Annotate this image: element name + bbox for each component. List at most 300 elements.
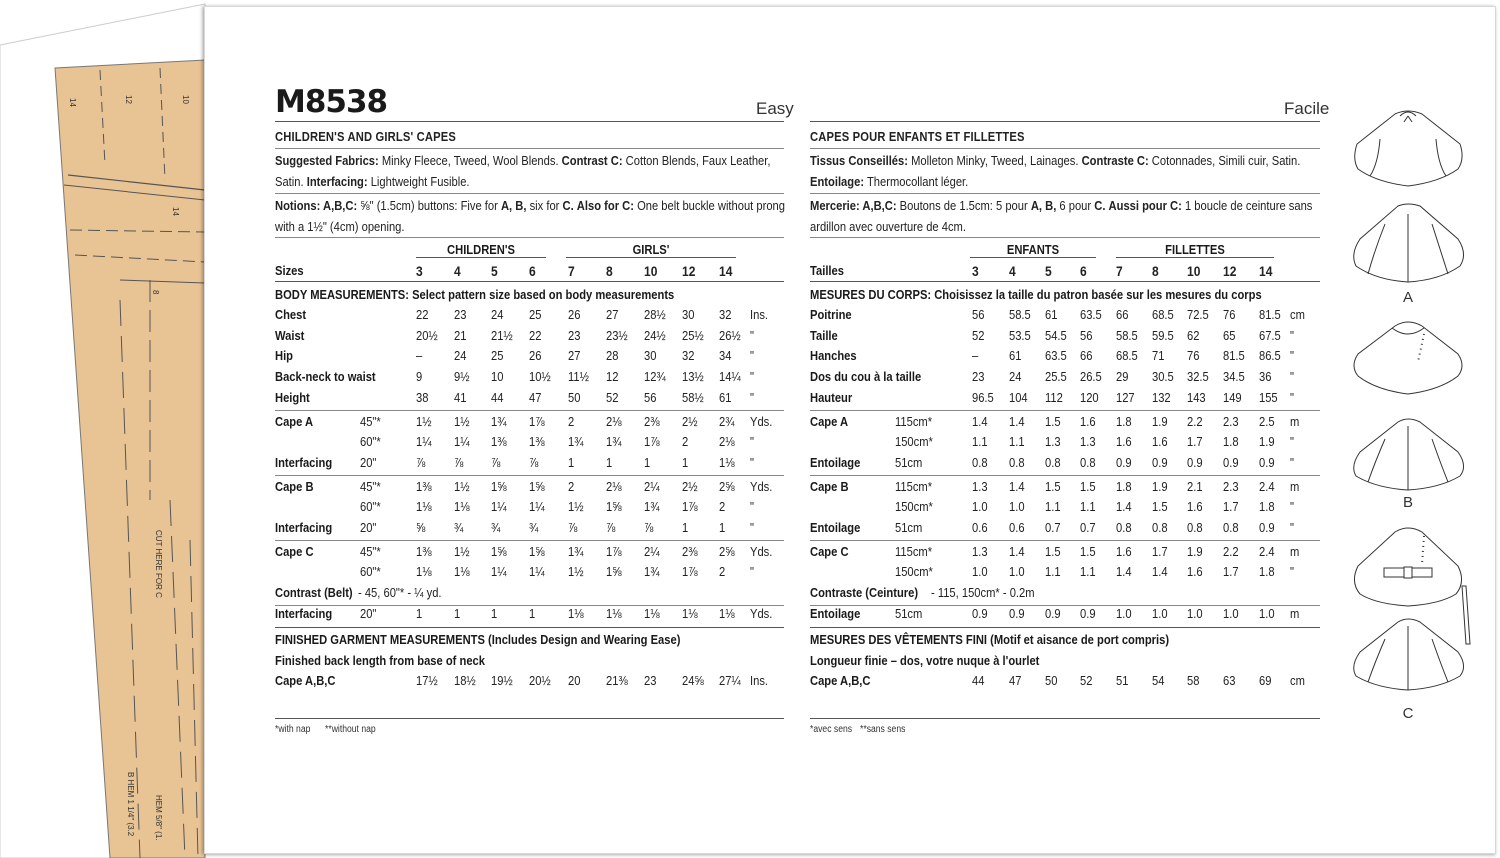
- cell-value: 30: [682, 307, 695, 322]
- cell-value: 1¼: [416, 434, 432, 449]
- cell-value: 23½: [606, 328, 628, 343]
- cell-value: 1.1: [1080, 564, 1096, 579]
- group-rule-children: [970, 257, 1096, 258]
- cell-value: 1.9: [1187, 544, 1203, 559]
- fabrics-fr-line2: [810, 174, 968, 189]
- row-label: Entoilage: [810, 455, 861, 470]
- cell-value: 0.9: [972, 606, 988, 621]
- cell-value: 1.5: [1152, 499, 1168, 514]
- size-header: 6: [529, 263, 536, 279]
- cell-value: 1.7: [1223, 499, 1239, 514]
- cell-value: ⅞: [568, 520, 578, 535]
- cell-value: 14¼: [719, 369, 741, 384]
- row-fabric-width: 150cm*: [895, 564, 933, 579]
- cell-value: 2¼: [644, 544, 660, 559]
- cell-value: 0.9: [1223, 455, 1239, 470]
- cell-value: ⅞: [454, 455, 464, 470]
- finished-value: 44: [972, 673, 985, 688]
- row-fabric-width: 115cm*: [895, 544, 933, 559]
- cell-value: 61: [719, 390, 732, 405]
- row-unit: m: [1290, 606, 1300, 621]
- cell-value: 58.5: [1009, 307, 1031, 322]
- cell-value: 86.5: [1259, 348, 1281, 363]
- cell-value: 2½: [682, 414, 698, 429]
- row-fabric-width: 150cm*: [895, 434, 933, 449]
- cell-value: 1½: [454, 479, 470, 494]
- cell-value: 68.5: [1116, 348, 1138, 363]
- row-unit: ": [750, 328, 754, 343]
- cell-value: ¾: [454, 520, 464, 535]
- cell-value: 1.3: [1045, 434, 1061, 449]
- cell-value: 155: [1259, 390, 1278, 405]
- cell-value: 67.5: [1259, 328, 1281, 343]
- row-unit: ": [750, 434, 754, 449]
- cell-value: 0.9: [1116, 455, 1132, 470]
- view-label-a: A: [1402, 289, 1414, 306]
- rule-fr-3: [810, 237, 1320, 238]
- cell-value: 120: [1080, 390, 1099, 405]
- cell-value: 1.0: [972, 564, 988, 579]
- row-unit: Yds.: [750, 479, 773, 494]
- cell-value: 22: [416, 307, 429, 322]
- row-unit: ": [750, 564, 754, 579]
- cell-value: 1.1: [1045, 499, 1061, 514]
- body-measurements-heading: BODY MEASUREMENTS: Select pattern size based on body measurements: [275, 287, 675, 302]
- finished-value: 63: [1223, 673, 1236, 688]
- finished-row-label: Cape A,B,C: [810, 673, 871, 688]
- cell-value: 26: [568, 307, 581, 322]
- rule-en-1: [275, 148, 784, 149]
- interfacing-text-en: Lightweight Fusible.: [370, 174, 470, 189]
- cell-value: 1⅛: [682, 606, 698, 621]
- cell-value: 66: [1080, 348, 1093, 363]
- cell-value: 2.3: [1223, 414, 1239, 429]
- cell-value: 52: [972, 328, 985, 343]
- cell-value: 25½: [682, 328, 704, 343]
- finished-value: 21⅜: [606, 673, 628, 688]
- belt-piece: [1462, 586, 1470, 644]
- row-unit: ": [1290, 499, 1294, 514]
- cell-value: 1½: [454, 544, 470, 559]
- notions-label-en: Notions: A,B,C:: [275, 198, 358, 213]
- finished-value: 54: [1152, 673, 1165, 688]
- notions-label-fr: Mercerie: A,B,C:: [810, 198, 897, 213]
- cell-value: 1.9: [1152, 479, 1168, 494]
- row-unit: Ins.: [750, 307, 769, 322]
- cell-value: 1⅛: [454, 499, 470, 514]
- pattern-tissue: [0, 0, 210, 858]
- cell-value: 1.6: [1116, 544, 1132, 559]
- cell-value: 0.7: [1045, 520, 1061, 535]
- sizes-label: Sizes: [275, 263, 304, 278]
- row-unit: ": [1290, 455, 1294, 470]
- finished-value: 50: [1045, 673, 1058, 688]
- finished-value: 58: [1187, 673, 1200, 688]
- row-unit: Yds.: [750, 414, 773, 429]
- cell-value: 1⅝: [491, 479, 507, 494]
- cell-value: 53.5: [1009, 328, 1031, 343]
- cell-value: 81.5: [1223, 348, 1245, 363]
- tissue-cut-text: CUT HERE FOR C: [154, 530, 163, 598]
- row-unit: ": [750, 348, 754, 363]
- cell-value: 2¾: [719, 414, 735, 429]
- cell-value: 1.8: [1116, 414, 1132, 429]
- cell-value: 1⅛: [416, 564, 432, 579]
- cell-value: 61: [1009, 348, 1022, 363]
- row-label: Entoilage: [810, 606, 861, 621]
- cell-value: 2⅝: [719, 544, 735, 559]
- row-unit: cm: [1290, 307, 1305, 322]
- cell-value: 1¾: [568, 544, 584, 559]
- cell-value: 58½: [682, 390, 704, 405]
- row-fabric-width: 51cm: [895, 520, 923, 535]
- finished-unit: Ins.: [750, 673, 769, 688]
- cell-value: 38: [416, 390, 429, 405]
- row-label: Hip: [275, 348, 294, 363]
- cell-value: 0.9: [1152, 455, 1168, 470]
- cell-value: 1⅞: [682, 564, 698, 579]
- cell-value: 1.6: [1187, 499, 1203, 514]
- row-unit: Yds.: [750, 606, 773, 621]
- cell-value: 1.4: [1116, 499, 1132, 514]
- size-header: 12: [682, 263, 696, 279]
- notions-six-en: six for: [529, 198, 560, 213]
- cell-value: 63.5: [1045, 348, 1067, 363]
- notions-c-en: C.: [562, 198, 574, 213]
- cell-value: 1¾: [568, 434, 584, 449]
- cell-value: 28: [606, 348, 619, 363]
- cape-c-view-back: [1354, 619, 1464, 690]
- rule-fr-1: [810, 148, 1320, 149]
- row-label: Cape B: [810, 479, 849, 494]
- cell-value: 2¼: [644, 479, 660, 494]
- cell-value: 1: [606, 455, 613, 470]
- cell-value: 0.9: [1080, 606, 1096, 621]
- cell-value: 10: [491, 369, 504, 384]
- row-label: Interfacing: [275, 606, 333, 621]
- cell-value: 1⅝: [529, 544, 545, 559]
- cell-value: 1¼: [454, 434, 470, 449]
- cell-value: 2.3: [1223, 479, 1239, 494]
- cell-value: 1: [568, 455, 575, 470]
- row-unit: ": [1290, 390, 1294, 405]
- cell-value: 24: [491, 307, 504, 322]
- footnote-nap: *avec sens: [810, 724, 853, 735]
- row-unit: ": [750, 390, 754, 405]
- notions-text-fr: Boutons de 1.5cm: 5 pour: [899, 198, 1028, 213]
- cell-value: 1⅝: [491, 544, 507, 559]
- contrast-text-en: Cotton Blends, Faux Leather,: [625, 153, 771, 168]
- cell-value: 1.7: [1223, 564, 1239, 579]
- row-unit: ": [1290, 348, 1294, 363]
- finished-subheading: Finished back length from base of neck: [275, 653, 485, 668]
- fabrics-label-fr: Tissus Conseillés:: [810, 153, 908, 168]
- size-header: 4: [1009, 263, 1016, 279]
- cell-value: –: [972, 348, 979, 363]
- row-label: Dos du cou à la taille: [810, 369, 922, 384]
- notions-also-fr: Aussi pour C:: [1108, 198, 1182, 213]
- cell-value: 2.2: [1187, 414, 1203, 429]
- cell-value: 26: [529, 348, 542, 363]
- row-divider: [810, 540, 1320, 541]
- cell-value: 1.5: [1045, 414, 1061, 429]
- row-unit: ": [750, 520, 754, 535]
- row-fabric-width: 20": [360, 520, 377, 535]
- garment-views: [1340, 104, 1480, 724]
- cell-value: 1.1: [972, 434, 988, 449]
- row-label: Entoilage: [810, 520, 861, 535]
- cell-value: 76: [1223, 307, 1236, 322]
- cell-value: 1¼: [529, 499, 545, 514]
- row-fabric-width: 115cm*: [895, 414, 933, 429]
- row-unit: ": [750, 499, 754, 514]
- cell-value: 30.5: [1152, 369, 1174, 384]
- cell-value: 1.0: [1116, 606, 1132, 621]
- cell-value: 1.0: [1009, 564, 1025, 579]
- cell-value: 149: [1223, 390, 1242, 405]
- cell-value: 2: [568, 479, 575, 494]
- cell-value: 1.0: [1259, 606, 1275, 621]
- cell-value: 2⅛: [606, 414, 622, 429]
- notions-en: [275, 198, 785, 213]
- row-label: Hanches: [810, 348, 857, 363]
- tissue-hem-c: HEM 5/8" (1.: [154, 795, 163, 841]
- cell-value: 2⅝: [719, 479, 735, 494]
- cell-value: 1: [682, 520, 689, 535]
- cell-value: 1⅛: [644, 606, 660, 621]
- row-fabric-width: - 45, 60"* - ¼ yd.: [358, 585, 442, 600]
- cell-value: 1¾: [606, 434, 622, 449]
- cell-value: 1.5: [1045, 479, 1061, 494]
- cell-value: 20½: [416, 328, 438, 343]
- cell-value: 2.1: [1187, 479, 1203, 494]
- rule-title-en: [275, 121, 784, 122]
- cell-value: 1.0: [1223, 606, 1239, 621]
- cell-value: 0.8: [1116, 520, 1132, 535]
- cell-value: 104: [1009, 390, 1028, 405]
- rule-footer: [275, 718, 784, 719]
- cell-value: 24½: [644, 328, 666, 343]
- cell-value: 10½: [529, 369, 551, 384]
- rule-fr-2: [810, 193, 1320, 194]
- finished-value: 51: [1116, 673, 1129, 688]
- row-fabric-width: 60"*: [360, 434, 381, 449]
- cell-value: ⅞: [416, 455, 426, 470]
- cell-value: 23: [972, 369, 985, 384]
- cell-value: 1.0: [1009, 499, 1025, 514]
- cell-value: 2: [568, 414, 575, 429]
- finished-value: 24⅝: [682, 673, 704, 688]
- cell-value: 1.0: [1152, 606, 1168, 621]
- notions-fr: [810, 198, 1312, 213]
- cell-value: 1⅜: [529, 434, 545, 449]
- cell-value: 1½: [454, 414, 470, 429]
- view-label-c: C: [1402, 705, 1414, 722]
- cell-value: 1.1: [1045, 564, 1061, 579]
- cell-value: 25.5: [1045, 369, 1067, 384]
- cell-value: 50: [568, 390, 581, 405]
- contrast-text-fr: Cotonnades, Simili cuir, Satin.: [1151, 153, 1301, 168]
- cell-value: 0.7: [1080, 520, 1096, 535]
- row-divider: [275, 475, 784, 476]
- size-header: 5: [1045, 263, 1052, 279]
- cell-value: 24: [1009, 369, 1022, 384]
- size-header: 7: [1116, 263, 1123, 279]
- rule-finished: [275, 627, 784, 628]
- cell-value: 1½: [416, 414, 432, 429]
- cell-value: ⅝: [416, 520, 426, 535]
- fabrics-text-en: Minky Fleece, Tweed, Wool Blends.: [381, 153, 559, 168]
- cell-value: 2.4: [1259, 479, 1275, 494]
- cell-value: 1.4: [1009, 479, 1025, 494]
- cell-value: 1⅛: [568, 606, 584, 621]
- cell-value: 1.6: [1152, 434, 1168, 449]
- finished-value: 47: [1009, 673, 1022, 688]
- cell-value: 59.5: [1152, 328, 1174, 343]
- row-label: Back-neck to waist: [275, 369, 376, 384]
- difficulty-en: Easy: [756, 99, 794, 118]
- cell-value: ⅞: [529, 455, 539, 470]
- cape-b-view-front: [1354, 322, 1462, 394]
- cell-value: 0.8: [1187, 520, 1203, 535]
- cell-value: 1.5: [1045, 544, 1061, 559]
- cell-value: 68.5: [1152, 307, 1174, 322]
- cell-value: 1.5: [1080, 479, 1096, 494]
- cell-value: 143: [1187, 390, 1206, 405]
- row-label: Hauteur: [810, 390, 853, 405]
- size-header: 3: [972, 263, 979, 279]
- row-unit: ": [1290, 564, 1294, 579]
- fabrics-fr: [810, 153, 1300, 168]
- cell-value: 65: [1223, 328, 1236, 343]
- group-header-girls: GIRLS': [632, 242, 670, 257]
- row-unit: ": [1290, 369, 1294, 384]
- cell-value: 34: [719, 348, 732, 363]
- cell-value: 0.8: [1152, 520, 1168, 535]
- cell-value: 41: [454, 390, 467, 405]
- fabrics-label-en: Suggested Fabrics:: [275, 153, 379, 168]
- row-label: Cape C: [810, 544, 849, 559]
- finished-value: 17½: [416, 673, 438, 688]
- cell-value: 0.8: [1045, 455, 1061, 470]
- row-divider: [275, 540, 784, 541]
- cell-value: 2: [719, 564, 726, 579]
- cell-value: 13½: [682, 369, 704, 384]
- row-fabric-width: 45"*: [360, 544, 381, 559]
- cell-value: 2⅛: [606, 479, 622, 494]
- cell-value: 23: [568, 328, 581, 343]
- cell-value: 1: [491, 606, 498, 621]
- rule-en-2: [275, 193, 784, 194]
- cell-value: ⅞: [606, 520, 616, 535]
- cell-value: 27: [606, 307, 619, 322]
- row-label: Taille: [810, 328, 838, 343]
- finished-heading: FINISHED GARMENT MEASUREMENTS (Includes Design and Wearing Ease): [275, 632, 681, 647]
- cell-value: 11½: [568, 369, 589, 384]
- finished-value: 27¼: [719, 673, 741, 688]
- cell-value: 1: [719, 520, 726, 535]
- cell-value: 1.1: [1080, 499, 1096, 514]
- cell-value: 25: [529, 307, 542, 322]
- cell-value: 1.9: [1152, 414, 1168, 429]
- finished-value: 20: [568, 673, 581, 688]
- row-fabric-width: 51cm: [895, 455, 923, 470]
- cell-value: 1.8: [1259, 499, 1275, 514]
- cell-value: 1.4: [1009, 414, 1025, 429]
- cell-value: 32: [682, 348, 695, 363]
- row-unit: m: [1290, 479, 1300, 494]
- row-fabric-width: - 115, 150cm* - 0.2m: [931, 585, 1035, 600]
- view-label-b: B: [1402, 494, 1414, 511]
- cell-value: 1.6: [1116, 434, 1132, 449]
- tissue-mark-12: 12: [124, 95, 133, 104]
- cell-value: 58.5: [1116, 328, 1138, 343]
- cell-value: 132: [1152, 390, 1171, 405]
- cell-value: 36: [1259, 369, 1272, 384]
- rule-en-3: [275, 237, 784, 238]
- cell-value: 2: [719, 499, 726, 514]
- cell-value: 28½: [644, 307, 666, 322]
- notions-rest-fr: 1 boucle de ceinture sans: [1184, 198, 1313, 213]
- cell-value: 127: [1116, 390, 1135, 405]
- cell-value: 0.9: [1259, 520, 1275, 535]
- cell-value: 1⅛: [454, 564, 470, 579]
- interfacing-label-fr: Entoilage:: [810, 174, 865, 189]
- row-label: Waist: [275, 328, 305, 343]
- cell-value: 0.8: [1080, 455, 1096, 470]
- row-unit: ": [750, 455, 754, 470]
- cell-value: 27: [568, 348, 581, 363]
- cell-value: 30: [644, 348, 657, 363]
- fabrics-line2-en: Satin.: [275, 174, 304, 189]
- cell-value: 1⅝: [606, 499, 622, 514]
- cell-value: 54.5: [1045, 328, 1067, 343]
- cell-value: 0.9: [1187, 455, 1203, 470]
- notions-fr-line2: ardillon avec ouverture de 4cm.: [810, 219, 966, 234]
- cell-value: 56: [1080, 328, 1093, 343]
- rule-footer: [810, 718, 1320, 719]
- cell-value: 1.4: [1009, 544, 1025, 559]
- cell-value: 1.3: [1080, 434, 1096, 449]
- cell-value: 2: [682, 434, 689, 449]
- cell-value: 2⅜: [682, 544, 698, 559]
- notions-en-line2: with a 1½" (4cm) opening.: [275, 219, 405, 234]
- row-label: Cape C: [275, 544, 314, 559]
- cell-value: 12¾: [644, 369, 666, 384]
- contrast-label-fr: Contraste C:: [1081, 153, 1149, 168]
- cell-value: 1⅛: [719, 455, 735, 470]
- fabrics-en: [275, 153, 770, 168]
- cell-value: 1.9: [1259, 434, 1275, 449]
- size-header: 10: [644, 263, 658, 279]
- cell-value: 1: [644, 455, 651, 470]
- title-fr: CAPES POUR ENFANTS ET FILLETTES: [810, 129, 1025, 144]
- group-header-children: CHILDREN'S: [447, 242, 515, 257]
- row-label: Interfacing: [275, 455, 333, 470]
- cell-value: 0.6: [972, 520, 988, 535]
- finished-value: 18½: [454, 673, 476, 688]
- row-divider: [810, 605, 1320, 606]
- row-fabric-width: 51cm: [895, 606, 923, 621]
- cell-value: 1.1: [1009, 434, 1025, 449]
- row-fabric-width: 150cm*: [895, 499, 933, 514]
- tissue-hem-b: B HEM 1 1/4" (3.2: [126, 772, 135, 837]
- pattern-code: M8538: [275, 84, 388, 120]
- cell-value: 1⅝: [606, 564, 622, 579]
- row-unit: ": [750, 369, 754, 384]
- cell-value: 1⅜: [416, 544, 432, 559]
- cell-value: 1.0: [972, 499, 988, 514]
